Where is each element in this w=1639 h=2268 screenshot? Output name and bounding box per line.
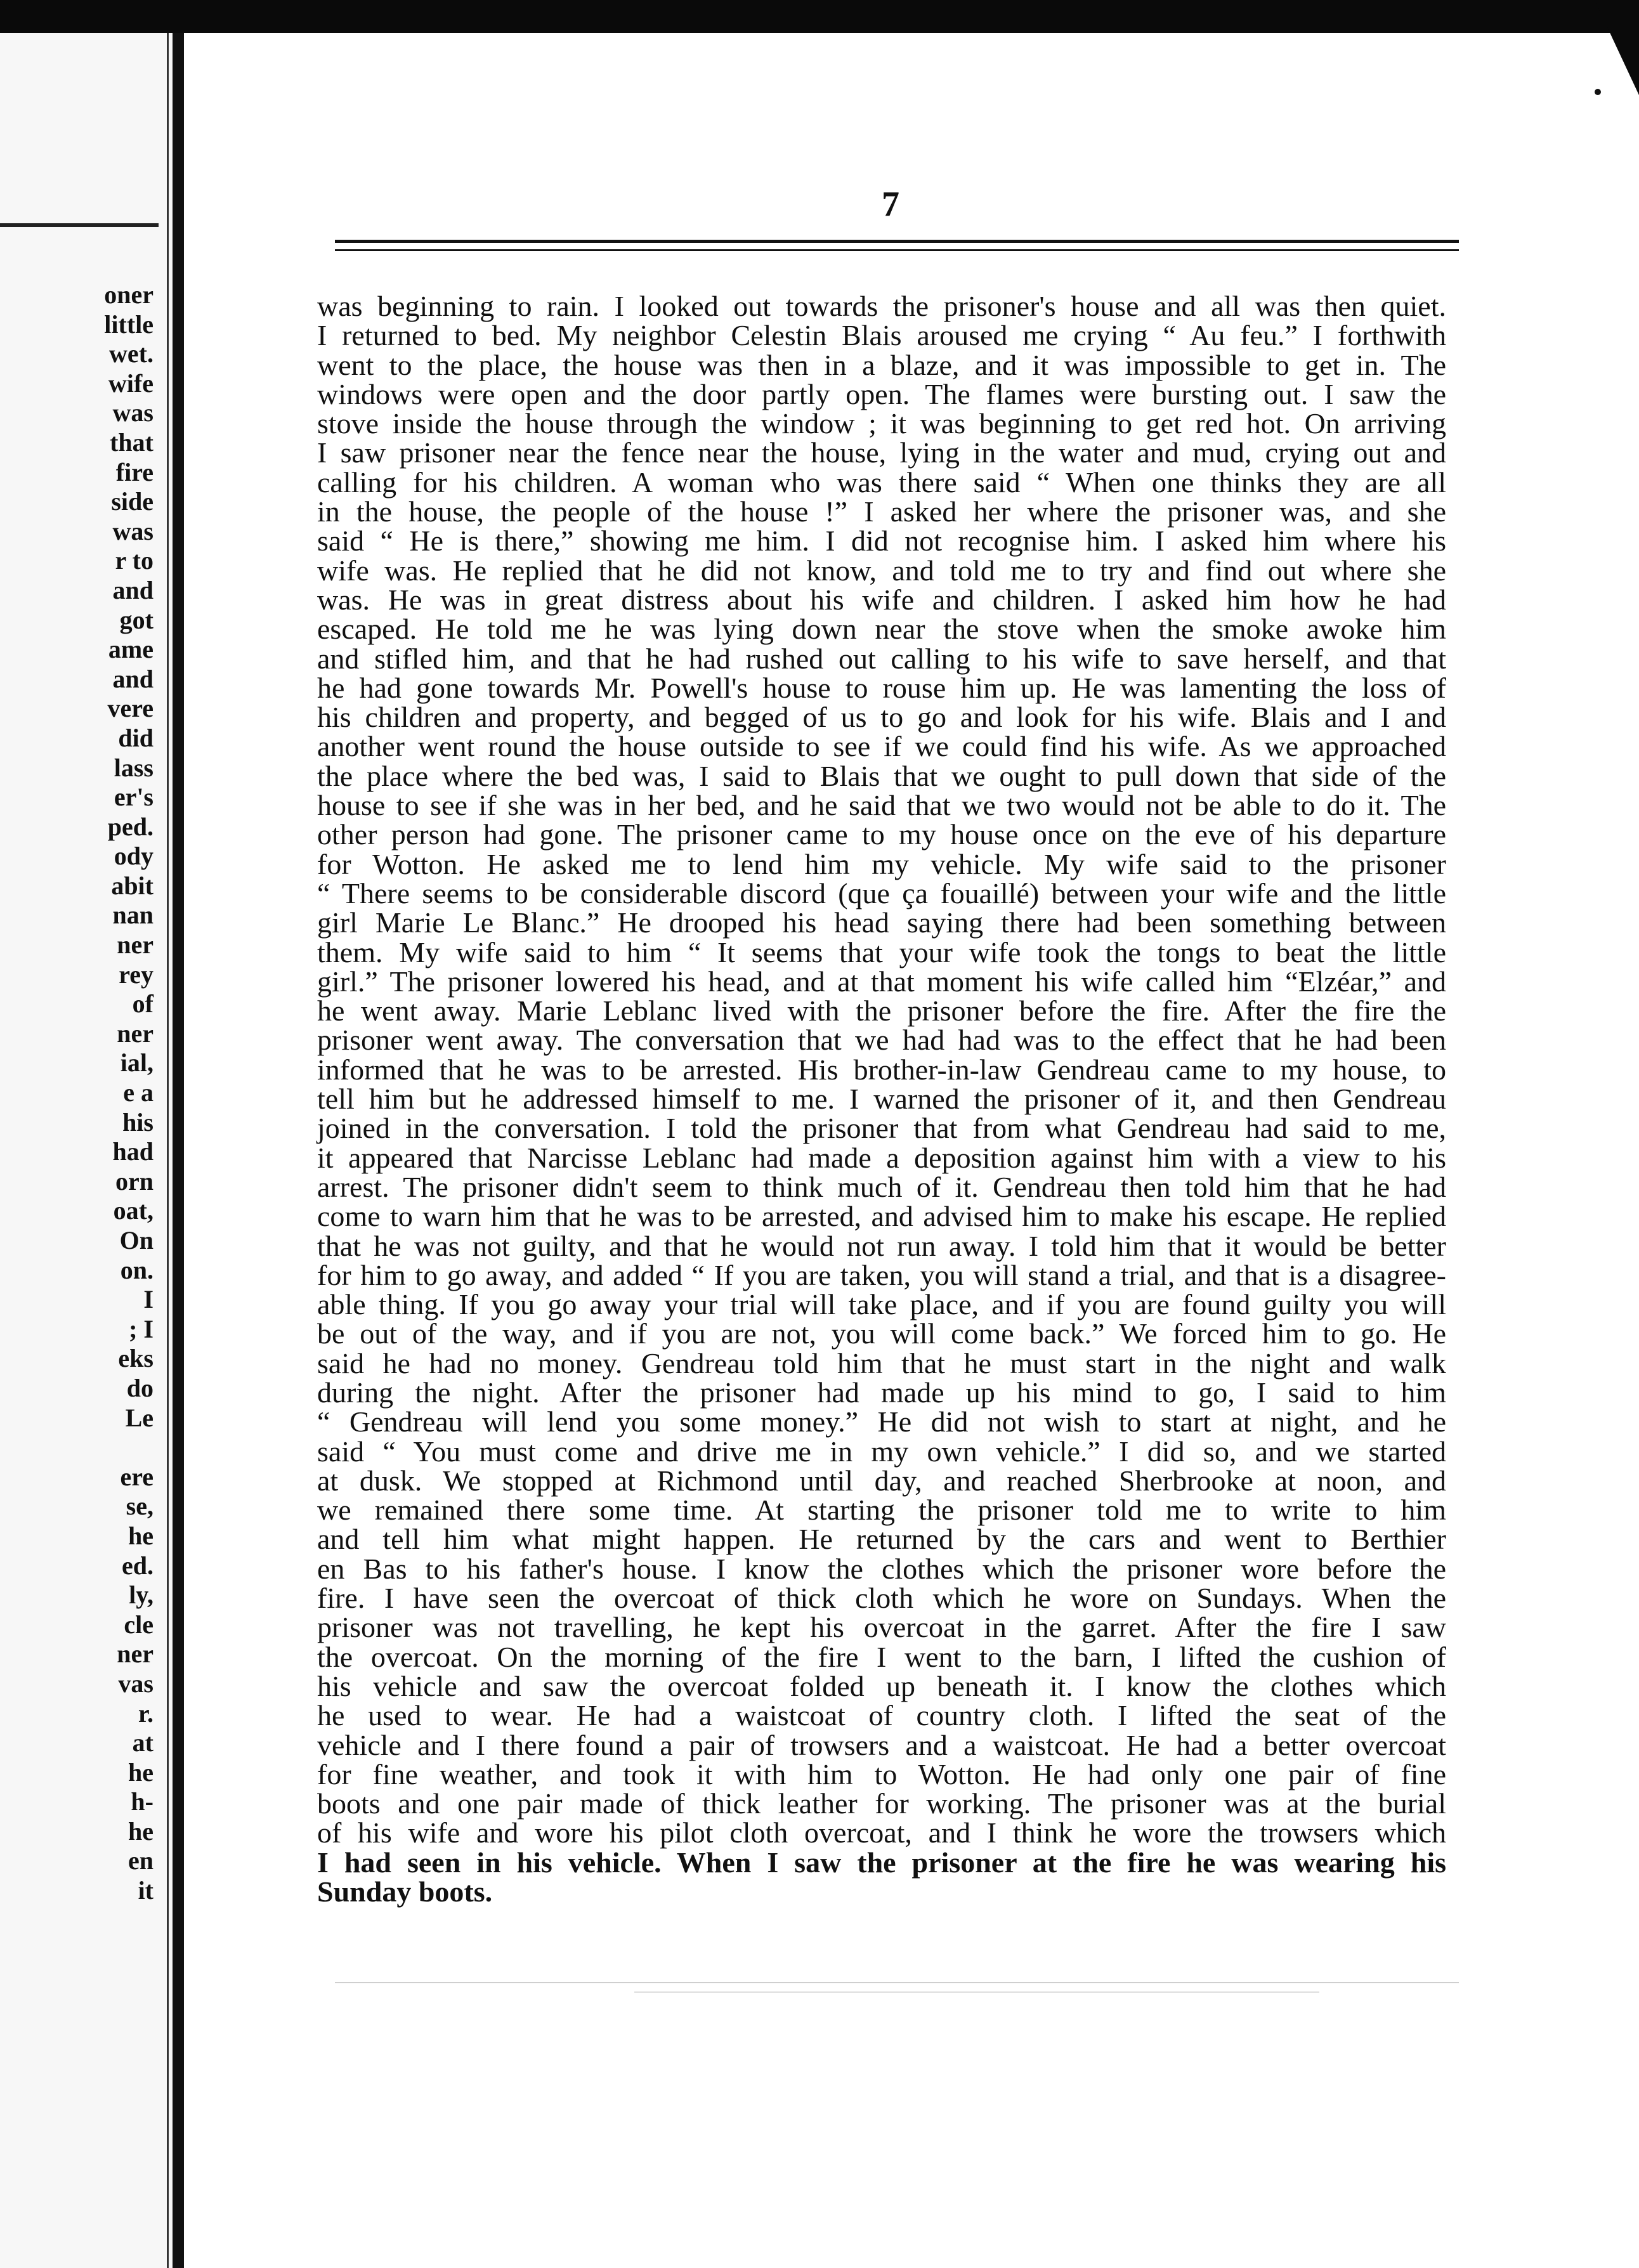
text-line: for fine weather, and took it with him to Wotton. He had only one pair of fine xyxy=(317,1757,1446,1790)
facing-page-fragment: e a xyxy=(123,1078,153,1107)
facing-page-fragment: ere xyxy=(120,1462,153,1491)
facing-page-fragment: wife xyxy=(108,368,153,398)
text-line: another went round the house outside to see if we could find his wife. As we approached xyxy=(317,730,1446,763)
text-line: he had gone towards Mr. Powell's house to rouse him up. He was lamenting the loss of xyxy=(317,671,1446,704)
text-line: joined in the conversation. I told the prisoner that from what Gendreau had said to me, xyxy=(317,1112,1446,1145)
facing-page-fragment: ; I xyxy=(129,1314,153,1343)
text-line: I returned to bed. My neighbor Celestin Blais aroused me crying “ Au feu.” I forthwith xyxy=(317,319,1446,352)
facing-page-fragment: r. xyxy=(138,1698,153,1728)
text-line: of his wife and wore his pilot cloth overcoat, and I think he wore the trowsers which xyxy=(317,1816,1446,1849)
text-line: be out of the way, and if you are not, you will come back.” We forced him to go. He xyxy=(317,1317,1446,1350)
facing-page-rule xyxy=(0,223,159,227)
facing-page-fragment: r to xyxy=(115,546,153,575)
facing-page-text-fragments xyxy=(104,280,153,1906)
text-line: said “ He is there,” showing me him. I did not recognise him. I asked him where his xyxy=(317,525,1446,557)
text-line: was. He was in great distress about his wife and children. I asked him how he had xyxy=(317,583,1446,616)
facing-page-edge xyxy=(0,33,184,2268)
text-line: the overcoat. On the morning of the fire I went to the barn, I lifted the cushion of xyxy=(317,1640,1446,1673)
text-line: prisoner went away. The conversation that we had had was to the effect that he had been xyxy=(317,1024,1446,1057)
facing-page-fragment: rey xyxy=(119,960,153,989)
facing-page-fragment: ed. xyxy=(122,1551,153,1580)
text-line: “ Gendreau will lend you some money.” He did not wish to start at night, and he xyxy=(317,1405,1446,1438)
facing-page-fragment: did xyxy=(118,723,153,752)
text-line: I had seen in his vehicle. When I saw the prisoner at the fire he was wearing his xyxy=(317,1846,1446,1879)
facing-page-fragment: at xyxy=(132,1728,153,1757)
binding-rule-thin xyxy=(167,33,169,2268)
text-line: that he was not guilty, and that he would not run away. I told him that it would be better xyxy=(317,1229,1446,1262)
text-line: en Bas to his father's house. I know the clothes which the prisoner wore before the xyxy=(317,1552,1446,1585)
text-line: “ There seems to be considerable discord (que ça fouaillé) between your wife and the little xyxy=(317,877,1446,909)
text-line: and tell him what might happen. He returned by the cars and went to Berthier xyxy=(317,1523,1446,1556)
text-line: house to see if she was in her bed, and he said that we two would not be able to do it. The xyxy=(317,789,1446,822)
facing-page-fragment: On xyxy=(119,1226,153,1255)
text-line: was beginning to rain. I looked out towards the prisoner's house and all was then quiet. xyxy=(317,290,1446,322)
facing-page-fragment xyxy=(104,1433,153,1463)
text-line: it appeared that Narcisse Leblanc had made a deposition against him with a view to his xyxy=(317,1141,1446,1174)
facing-page-fragment: that xyxy=(110,427,153,457)
text-line: at dusk. We stopped at Richmond until day, and reached Sherbrooke at noon, and xyxy=(317,1464,1446,1497)
text-line: prisoner was not travelling, he kept his overcoat in the garret. After the fire I saw xyxy=(317,1611,1446,1644)
facing-page-fragment: he xyxy=(128,1521,153,1550)
facing-page-fragment: and xyxy=(112,664,153,693)
text-line: went to the place, the house was then in a blaze, and it was impossible to get in. The xyxy=(317,348,1446,381)
text-line: his children and property, and begged of us to go and look for his wife. Blais and I and xyxy=(317,701,1446,734)
facing-page-fragment: orn xyxy=(115,1166,153,1196)
text-line: in the house, the people of the house !” I asked her where the prisoner was, and she xyxy=(317,495,1446,528)
facing-page-fragment: vere xyxy=(107,694,153,723)
header-rule-thin xyxy=(335,249,1459,251)
text-line: said he had no money. Gendreau told him that he must start in the night and walk xyxy=(317,1346,1446,1379)
text-line: fire. I have seen the overcoat of thick cloth which he wore on Sundays. When the xyxy=(317,1582,1446,1615)
facing-page-fragment: he xyxy=(128,1816,153,1846)
facing-page-fragment: ner xyxy=(117,1019,153,1048)
facing-page-fragment: I xyxy=(143,1285,153,1314)
facing-page-fragment: ial, xyxy=(120,1048,153,1078)
text-line: his vehicle and saw the overcoat folded up beneath it. I know the clothes which xyxy=(317,1669,1446,1702)
facing-page-fragment: oner xyxy=(104,280,153,309)
facing-page-fragment: fire xyxy=(115,457,153,486)
facing-page-fragment: was xyxy=(112,398,153,427)
facing-page-fragment: of xyxy=(132,989,153,1019)
facing-page-fragment: his xyxy=(122,1107,153,1137)
facing-page-fragment: vas xyxy=(118,1669,153,1698)
facing-page-fragment: little xyxy=(104,310,153,339)
text-line: able thing. If you go away your trial will take place, and if you are found guilty you will xyxy=(317,1288,1446,1321)
facing-page-fragment: ody xyxy=(114,842,153,871)
text-line: vehicle and I there found a pair of trowsers and a waistcoat. He had a better overcoat xyxy=(317,1728,1446,1761)
text-line: we remained there some time. At starting the prisoner told me to write to him xyxy=(317,1494,1446,1527)
text-line: during the night. After the prisoner had made up his mind to go, I said to him xyxy=(317,1376,1446,1409)
facing-page-fragment: and xyxy=(112,575,153,604)
text-line: and stifled him, and that he had rushed out calling to his wife to save herself, and that xyxy=(317,642,1446,675)
text-line: escaped. He told me he was lying down near the stove when the smoke awoke him xyxy=(317,613,1446,646)
facing-page-fragment: do xyxy=(126,1373,153,1402)
facing-page-fragment: side xyxy=(111,487,153,516)
text-line: boots and one pair made of thick leather for working. The prisoner was at the burial xyxy=(317,1787,1446,1820)
header-rule-thick xyxy=(335,240,1459,243)
text-line: girl Marie Le Blanc.” He drooped his head saying there had been something between xyxy=(317,906,1446,939)
text-line: the place where the bed was, I said to Blais that we ought to pull down that side of the xyxy=(317,759,1446,792)
facing-page-fragment: nan xyxy=(112,901,153,930)
facing-page-fragment: ner xyxy=(117,1639,153,1669)
facing-page-fragment: ame xyxy=(108,635,153,664)
text-line: stove inside the house through the window ; it was beginning to get red hot. On arriving xyxy=(317,407,1446,440)
text-line: calling for his children. A woman who was there said “ When one thinks they are all xyxy=(317,466,1446,499)
facing-page-fragment: lass xyxy=(114,753,153,782)
text-line: wife was. He replied that he did not know, and told me to try and find out where she xyxy=(317,554,1446,587)
text-line: he used to wear. He had a waistcoat of country cloth. I lifted the seat of the xyxy=(317,1699,1446,1732)
text-line: informed that he was to be arrested. His brother-in-law Gendreau came to my house, to xyxy=(317,1053,1446,1086)
page-fold-shadow xyxy=(1595,0,1639,95)
text-line: for Wotton. He asked me to lend him my vehicle. My wife said to the prisoner xyxy=(317,847,1446,880)
facing-page-fragment: was xyxy=(112,516,153,545)
facing-page-fragment: had xyxy=(112,1137,153,1166)
bleed-through-rule xyxy=(335,1982,1459,1983)
text-line: said “ You must come and drive me in my own vehicle.” I did so, and we started xyxy=(317,1435,1446,1468)
binding-rule xyxy=(173,33,184,2268)
facing-page-fragment: se, xyxy=(126,1492,153,1521)
facing-page-fragment: Le xyxy=(125,1403,153,1432)
facing-page-fragment: er's xyxy=(114,783,153,812)
facing-page-fragment: got xyxy=(119,605,153,634)
text-line: Sunday boots. xyxy=(317,1875,493,1908)
bleed-through-text xyxy=(634,1991,1319,1993)
text-line: come to warn him that he was to be arrested, and advised him to make his escape. He replied xyxy=(317,1200,1446,1233)
facing-page-fragment: eks xyxy=(118,1344,153,1373)
text-line: tell him but he addressed himself to me. I warned the prisoner of it, and then Gendreau xyxy=(317,1083,1446,1116)
page-number: 7 xyxy=(882,185,899,224)
ink-spot xyxy=(1595,89,1601,95)
text-line: he went away. Marie Leblanc lived with the prisoner before the fire. After the fire the xyxy=(317,994,1446,1027)
text-line: arrest. The prisoner didn't seem to think much of it. Gendreau then told him that he had xyxy=(317,1170,1446,1203)
facing-page-fragment: abit xyxy=(111,871,153,900)
facing-page-fragment: h- xyxy=(131,1787,153,1816)
facing-page-fragment: he xyxy=(128,1757,153,1787)
facing-page-fragment: ped. xyxy=(107,812,153,841)
facing-page-fragment: cle xyxy=(124,1610,153,1639)
text-line: I saw prisoner near the fence near the house, lying in the water and mud, crying out and xyxy=(317,436,1446,469)
facing-page-fragment: on. xyxy=(120,1255,153,1284)
testimony-body-text xyxy=(317,292,1446,1906)
text-line: girl.” The prisoner lowered his head, and at that moment his wife called him “Elzéar,” and xyxy=(317,965,1446,998)
text-line: them. My wife said to him “ It seems that your wife took the tongs to beat the little xyxy=(317,935,1446,968)
text-line: for him to go away, and added “ If you are taken, you will stand a trial, and that is a disagree- xyxy=(317,1258,1446,1291)
facing-page-fragment: it xyxy=(138,1876,153,1905)
facing-page-fragment: en xyxy=(128,1846,153,1875)
facing-page-fragment: oat, xyxy=(113,1196,153,1225)
scan-top-border xyxy=(0,0,1639,33)
text-line: other person had gone. The prisoner came to my house once on the eve of his departure xyxy=(317,818,1446,851)
facing-page-fragment: ner xyxy=(117,930,153,960)
text-line: windows were open and the door partly open. The flames were bursting out. I saw the xyxy=(317,377,1446,410)
facing-page-fragment: ly, xyxy=(129,1580,153,1610)
facing-page-fragment: wet. xyxy=(109,339,153,368)
